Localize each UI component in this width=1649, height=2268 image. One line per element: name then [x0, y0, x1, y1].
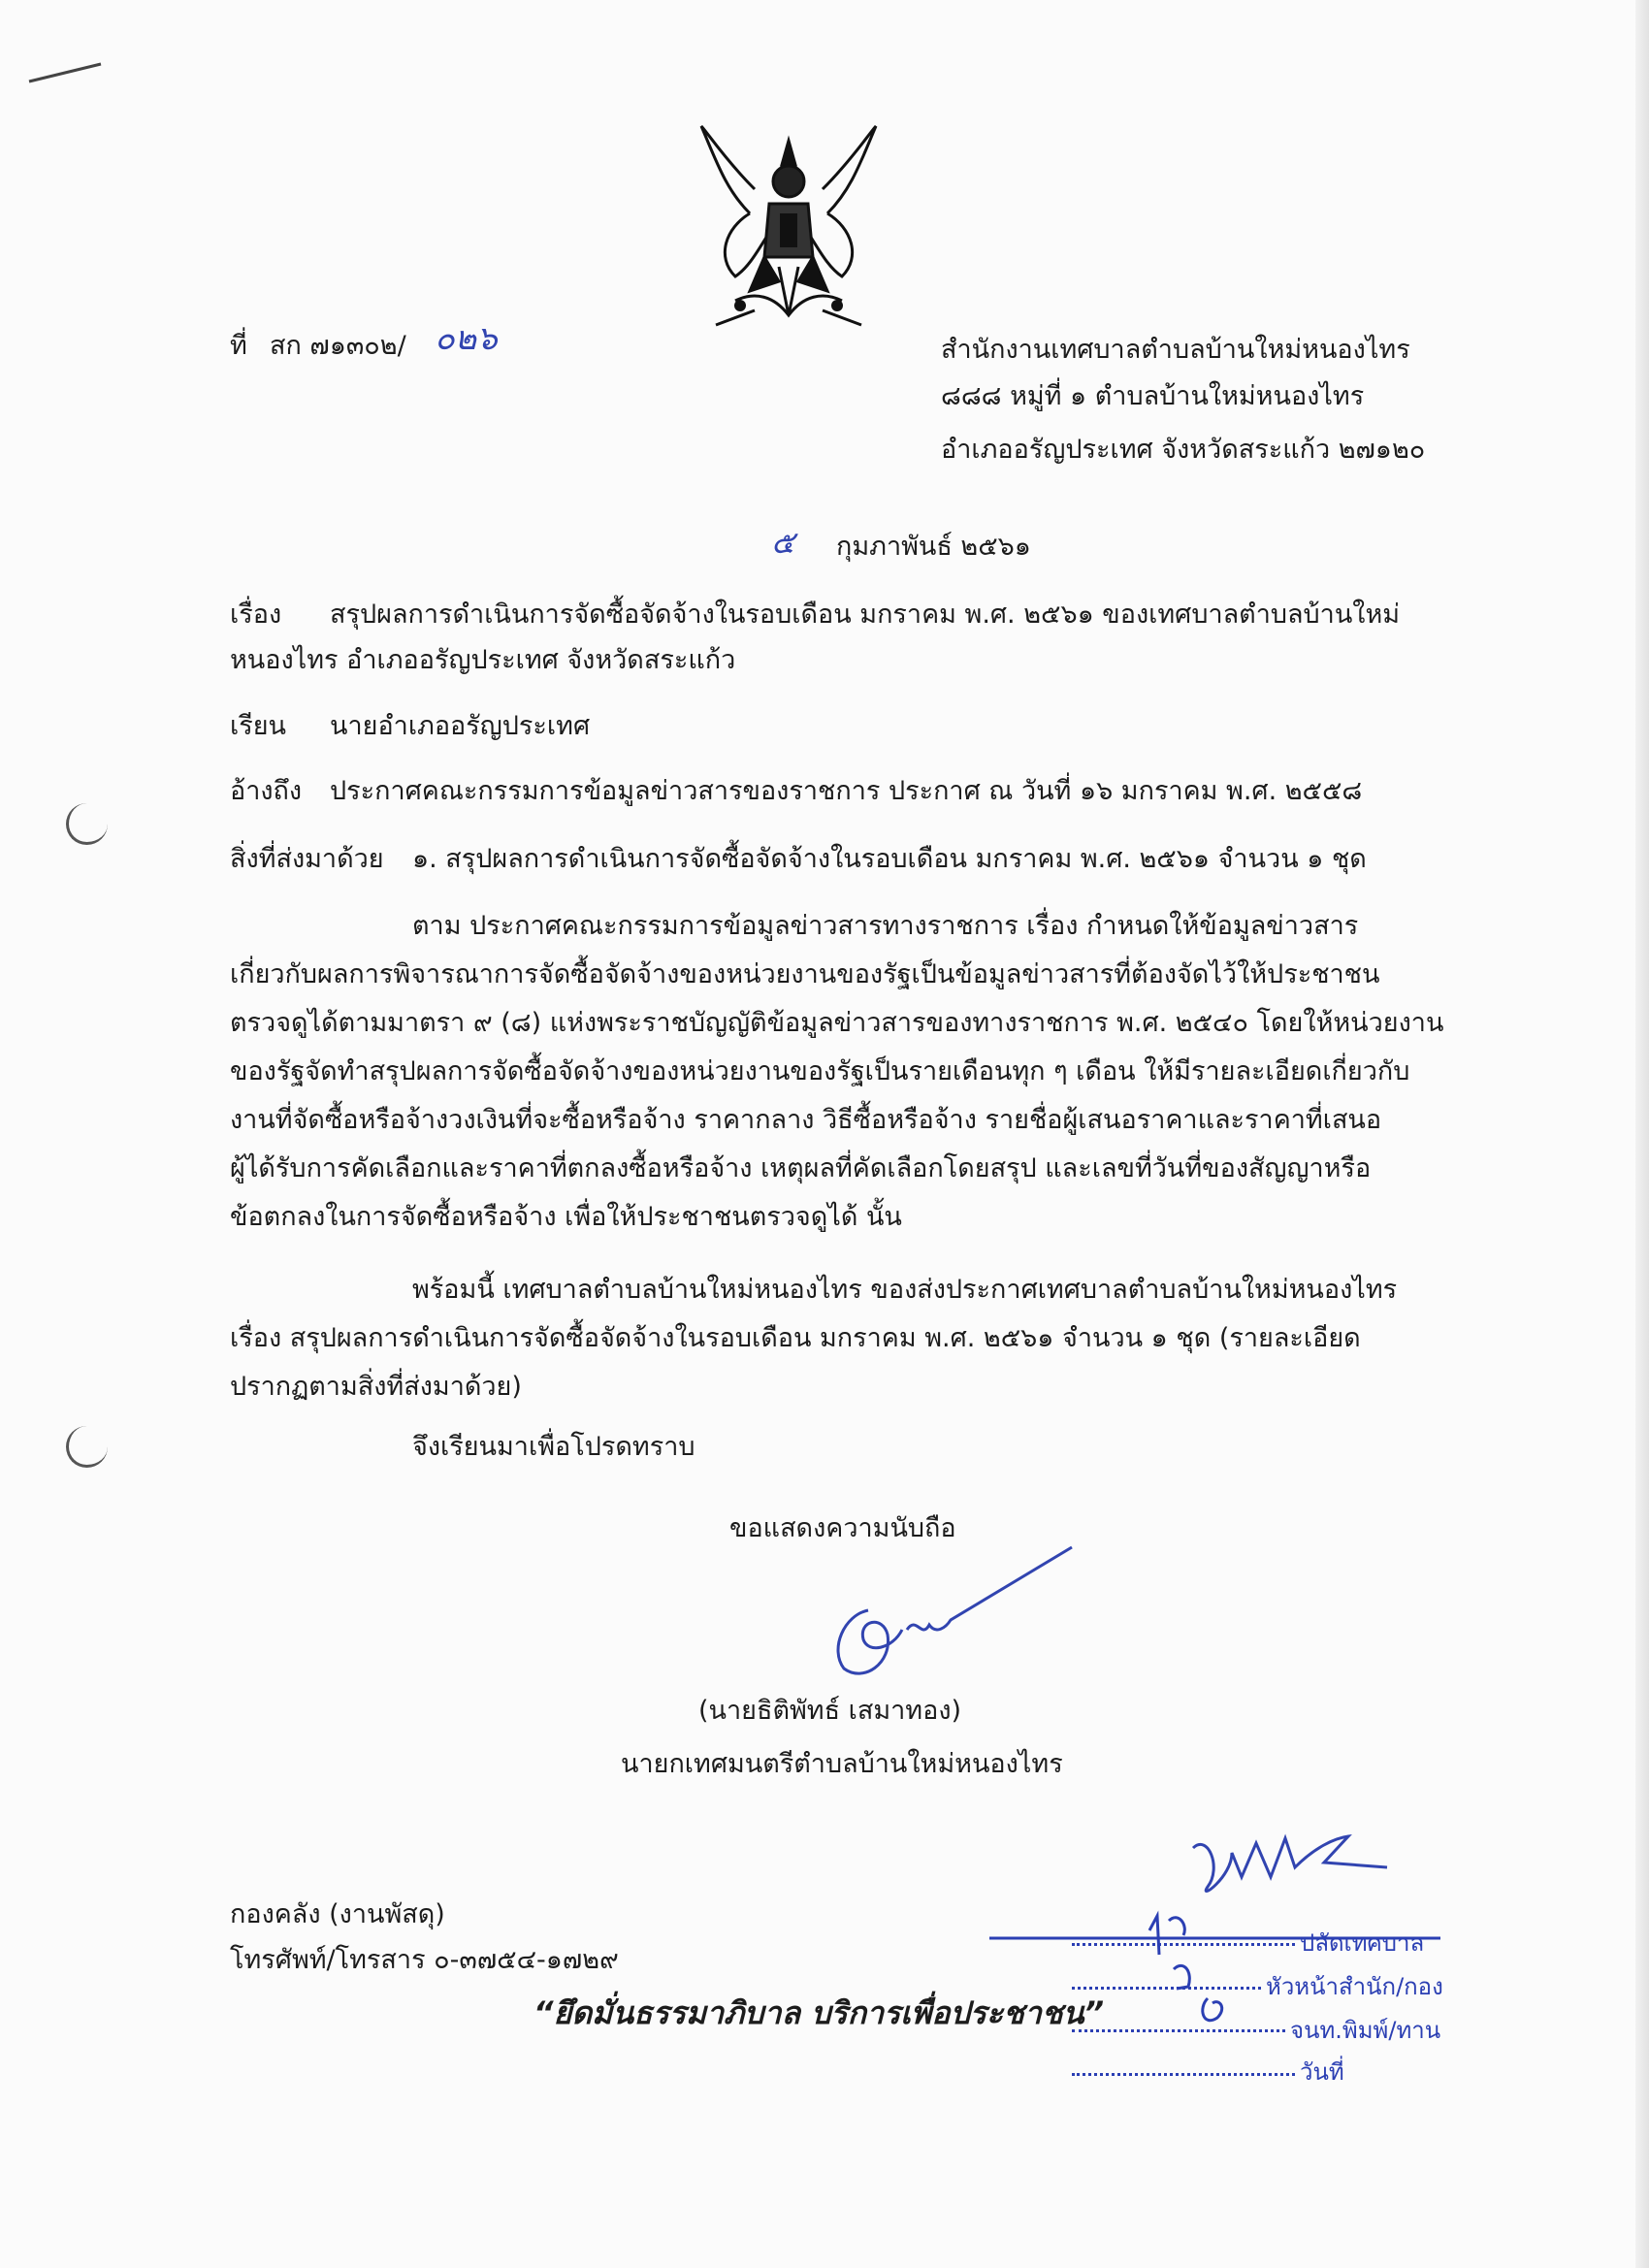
stray-mark	[27, 58, 105, 87]
body-para1-line7: ข้อตกลงในการจัดซื้อหรือจ้าง เพื่อให้ประชาชนตรวจดูได้ นั้น	[230, 1202, 902, 1232]
body-para2-line2: เรื่อง สรุปผลการดำเนินการจัดซื้อจัดจ้างในรอบเดือน มกราคม พ.ศ. ๒๕๖๑ จำนวน ๑ ชุด (รายละเอียด	[230, 1323, 1361, 1353]
closing-line: จึงเรียนมาเพื่อโปรดทราบ	[412, 1432, 695, 1462]
letter-date: กุมภาพันธ์ ๒๕๖๑	[836, 532, 1031, 562]
body-para2-line3: ปรากฏตามสิ่งที่ส่งมาด้วย)	[230, 1372, 522, 1402]
office-name: สำนักงานเทศบาลตำบลบ้านใหม่หนองไทร	[941, 335, 1410, 365]
body-para1-line5: งานที่จัดซื้อหรือจ้างวงเงินที่จะซื้อหรือจ้าง ราคากลาง วิธีซื้อหรือจ้าง รายชื่อผู้เสนอราคาและราคาที่เสนอ	[230, 1105, 1382, 1135]
body-para1-line2: เกี่ยวกับผลการพิจารณาการจัดซื้อจัดจ้างของหน่วยงานของรัฐเป็นข้อมูลข่าวสารที่ต้องจัดไว้ให้ประชาชน	[230, 959, 1380, 989]
enclosure-value: ๑. สรุปผลการดำเนินการจัดซื้อจัดจ้างในรอบเดือน มกราคม พ.ศ. ๒๕๖๑ จำนวน ๑ ชุด	[412, 844, 1367, 874]
date-day-handwritten: ๕	[771, 524, 795, 561]
handwritten-initials	[1179, 1809, 1402, 1916]
ref-number-handwritten: ๐๒๖	[435, 319, 498, 358]
office-address-line2: ๘๘๘ หมู่ที่ ๑ ตำบลบ้านใหม่หนองไทร	[941, 381, 1365, 411]
to-value: นายอำเภออรัญประเทศ	[330, 711, 591, 741]
footer-motto: “ยึดมั่นธรรมาภิบาล บริการเพื่อประชาชน”	[534, 1994, 1105, 2031]
routing-row2-label: หัวหน้าสำนัก/กอง	[1266, 1973, 1443, 2000]
subject-line2: หนองไทร อำเภออรัญประเทศ จังหวัดสระแก้ว	[230, 645, 736, 675]
subject-label: เรื่อง	[230, 599, 282, 630]
routing-row4-label: วันที่	[1300, 2058, 1344, 2086]
handwritten-signature	[824, 1542, 1086, 1688]
signer-position: นายกเทศมนตรีตำบลบ้านใหม่หนองไทร	[621, 1749, 1063, 1779]
subject-line1: สรุปผลการดำเนินการจัดซื้อจัดจ้างในรอบเดือน มกราคม พ.ศ. ๒๕๖๑ ของเทศบาลตำบลบ้านใหม่	[330, 599, 1401, 630]
punch-hole-bottom	[66, 1426, 108, 1468]
office-address-line3: อำเภออรัญประเทศ จังหวัดสระแก้ว ๒๗๑๒๐	[941, 435, 1426, 465]
routing-row3-label: จนท.พิมพ์/ทาน	[1290, 2017, 1441, 2044]
enclosure-label: สิ่งที่ส่งมาด้วย	[230, 844, 384, 874]
reference-value: ประกาศคณะกรรมการข้อมูลข่าวสารของราชการ ประกาศ ณ วันที่ ๑๖ มกราคม พ.ศ. ๒๕๕๘	[330, 776, 1363, 806]
body-para1-line6: ผู้ได้รับการคัดเลือกและราคาที่ตกลงซื้อหรือจ้าง เหตุผลที่คัดเลือกโดยสรุป และเลขที่วันที่ของสัญญาหรือ	[230, 1153, 1372, 1183]
regards-line: ขอแสดงความนับถือ	[729, 1513, 956, 1543]
reference-label: อ้างถึง	[230, 776, 303, 806]
punch-hole-top	[66, 803, 108, 845]
body-para1-line4: ของรัฐจัดทำสรุปผลการจัดซื้อจัดจ้างของหน่วยงานของรัฐเป็นรายเดือนทุก ๆ เดือน ให้มีรายละเอียดเกี่ยวกับ	[230, 1056, 1410, 1086]
page-edge	[1635, 0, 1649, 2268]
body-para1-line1: ตาม ประกาศคณะกรรมการข้อมูลข่าวสารทางราชการ เรื่อง กำหนดให้ข้อมูลข่าวสาร	[412, 911, 1359, 941]
body-para1-line3: ตรวจดูได้ตามมาตรา ๙ (๘) แห่งพระราชบัญญัติข้อมูลข่าวสารของทางราชการ พ.ศ. ๒๕๔๐ โดยให้หน่วยงาน	[230, 1008, 1444, 1038]
routing-initials	[1130, 1901, 1246, 2047]
footer-department: กองคลัง (งานพัสดุ)	[230, 1899, 445, 1929]
signer-name: (นายธิติพัทธ์ เสมาทอง)	[698, 1696, 962, 1726]
routing-dots-row4	[1072, 2073, 1295, 2076]
ref-label: ที่	[230, 331, 247, 361]
footer-phone: โทรศัพท์/โทรสาร ๐-๓๗๕๔-๑๗๒๙	[230, 1945, 619, 1975]
body-para2-line1: พร้อมนี้ เทศบาลตำบลบ้านใหม่หนองไทร ของส่งประกาศเทศบาลตำบลบ้านใหม่หนองไทร	[412, 1275, 1398, 1305]
to-label: เรียน	[230, 711, 287, 741]
routing-row1-label: ปลัดเทศบาล	[1300, 1929, 1425, 1957]
ref-number: สก ๗๑๓๐๒/	[270, 331, 406, 361]
garuda-emblem	[696, 121, 881, 344]
